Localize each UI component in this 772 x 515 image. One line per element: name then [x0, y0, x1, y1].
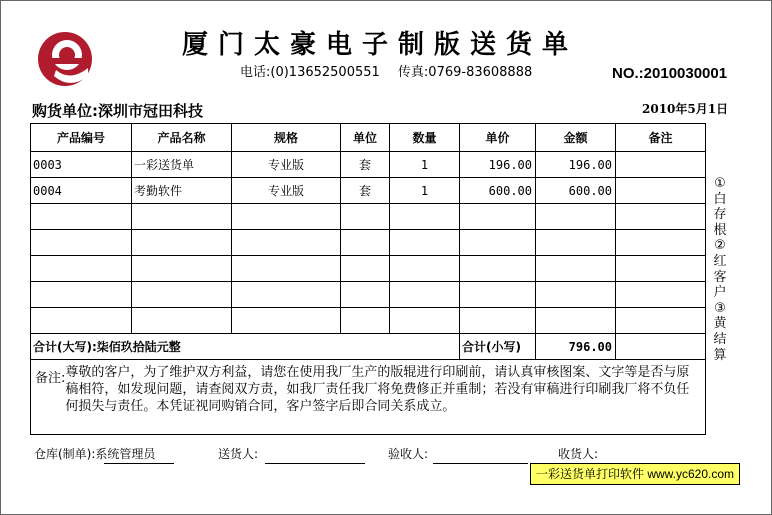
note-label: 备注:: [35, 371, 66, 386]
company-logo: [36, 30, 94, 88]
inspector-signature-line: [433, 463, 528, 464]
note-text: 尊敬的客户，为了维护双方利益，请您在使用我厂生产的版辊进行印刷前，请认真审核图案、文字等是否与原稿相符，如发现问题，请查阅双方责，如我厂责任我厂将免费修正并重制；若没有审稿进行印刷我厂将不负任何损失与责任。本凭证视同购销合同，客户签字后即合同关系成立。: [65, 365, 690, 414]
cell-remark: [616, 178, 706, 204]
table-row-empty: [31, 308, 706, 334]
phone-text: 电话:(0)13652500551: [240, 65, 380, 80]
cell-unit: 套: [341, 178, 390, 204]
warehouse-signature-line: [104, 463, 174, 464]
contact-info: [240, 61, 546, 80]
cell-remark: [616, 152, 706, 178]
cell-unit: 套: [341, 152, 390, 178]
document-number: NO.:2010030001: [612, 65, 728, 82]
table-row-empty: [31, 230, 706, 256]
table-row: [31, 178, 706, 204]
buyer-label: 购货单位:: [32, 102, 98, 120]
table-header-row: [31, 124, 706, 152]
buyer-name: 深圳市冠田科技: [98, 102, 204, 120]
cell-spec: 专业版: [232, 152, 341, 178]
cell-quantity: 1: [390, 178, 460, 204]
total-upper-cell: [31, 334, 460, 360]
delivery-table: [30, 123, 706, 435]
header-spec: 规格: [232, 124, 341, 152]
total-lower-label: 合计(小写): [460, 334, 536, 360]
total-upper-label: 合计(大写):: [33, 340, 97, 354]
warehouse-signature: 仓库(制单):系统管理员: [34, 447, 156, 461]
table-row: [31, 152, 706, 178]
cell-product-code: 0004: [31, 178, 132, 204]
deliverer-signature-line: [265, 463, 365, 464]
cell-unit-price: 600.00: [460, 178, 536, 204]
header-quantity: 数量: [390, 124, 460, 152]
fax-text: 传真:0769-83608888: [397, 65, 533, 80]
software-ad-banner[interactable]: 一彩送货单打印软件 www.yc620.com: [530, 463, 740, 485]
cell-unit-price: 196.00: [460, 152, 536, 178]
header-remark: 备注: [616, 124, 706, 152]
note-row: [31, 360, 706, 435]
total-remark-cell: [616, 334, 706, 360]
cell-amount: 196.00: [536, 152, 616, 178]
note-cell: [31, 360, 706, 435]
copy-distribution-note: ①白存根②红客户③黄结算: [713, 176, 727, 363]
inspector-label: 验收人:: [388, 447, 429, 461]
cell-amount: 600.00: [536, 178, 616, 204]
table-row-empty: [31, 282, 706, 308]
header-unit-price: 单价: [460, 124, 536, 152]
receiver-label: 收货人:: [558, 447, 599, 461]
cell-spec: 专业版: [232, 178, 341, 204]
buyer-line: [32, 100, 203, 121]
header-product-code: 产品编号: [31, 124, 132, 152]
document-title: 厦门太豪电子制版送货单: [181, 30, 578, 60]
total-upper-value: 柒佰玖拾陆元整: [96, 340, 181, 354]
total-lower-value: 796.00: [536, 334, 616, 360]
total-row: [31, 334, 706, 360]
cell-product-name: 考勤软件: [132, 178, 232, 204]
header-product-name: 产品名称: [132, 124, 232, 152]
table-row-empty: [31, 204, 706, 230]
header-unit: 单位: [341, 124, 390, 152]
cell-product-name: 一彩送货单: [132, 152, 232, 178]
cell-product-code: 0003: [31, 152, 132, 178]
header-amount: 金额: [536, 124, 616, 152]
deliverer-label: 送货人:: [218, 447, 259, 461]
table-row-empty: [31, 256, 706, 282]
cell-quantity: 1: [390, 152, 460, 178]
document-date: 2010年5月1日: [642, 102, 729, 116]
